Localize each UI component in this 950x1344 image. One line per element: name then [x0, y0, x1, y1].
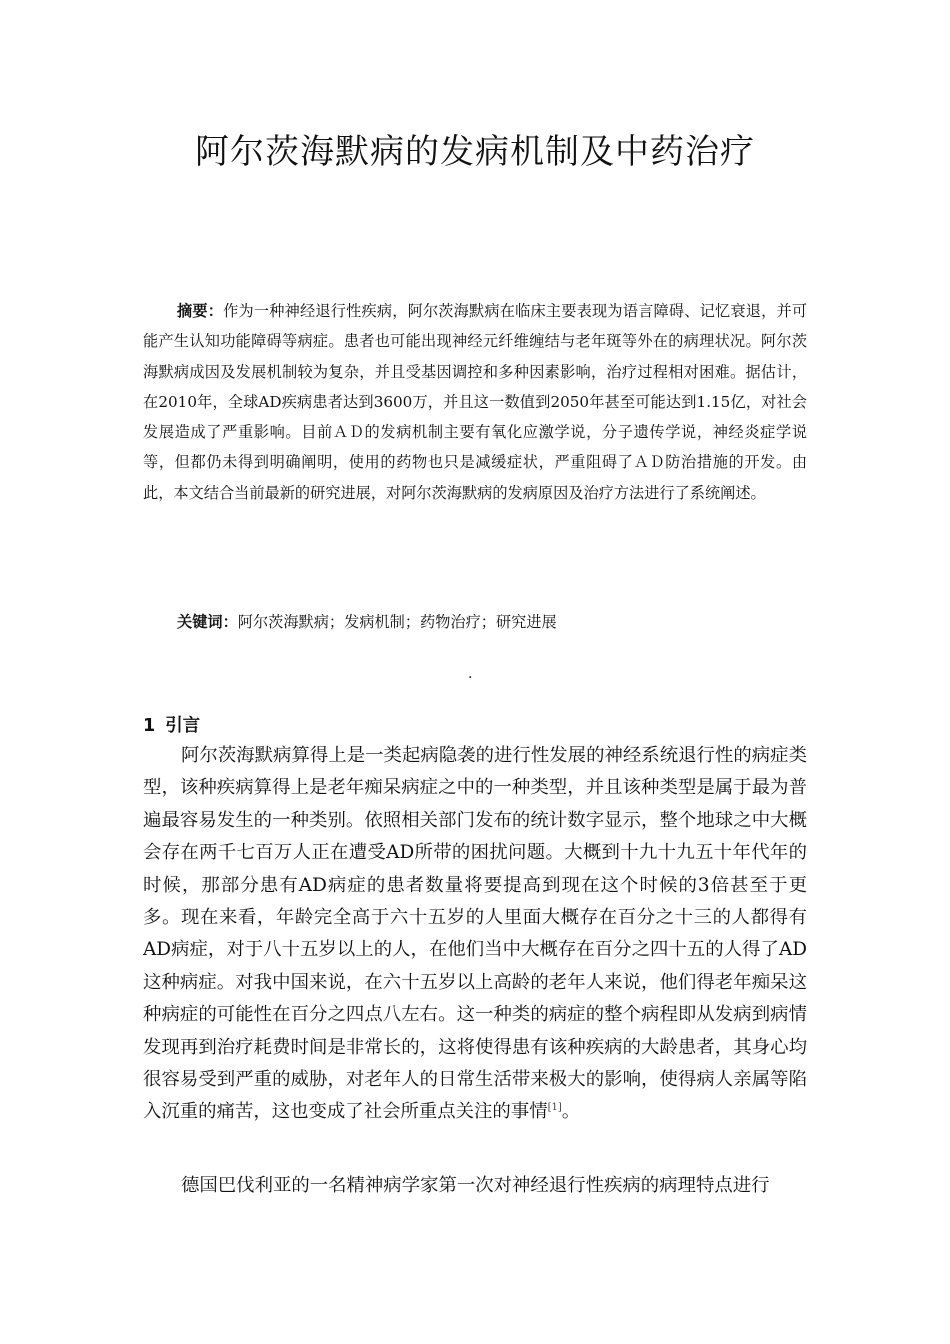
keywords-label: 关键词：: [177, 613, 238, 631]
keywords-line: [177, 607, 807, 637]
paragraph-text: 阿尔茨海默病算得上是一类起病隐袭的进行性发展的神经系统退行性的病症类型，该种疾病算得上是老年痴呆病症之中的一种类型，并且该种类型是属于最为普遍最容易发生的一种类别。依照相关部门发布的统计数字显示，整个地球之中大概会存在两千七百万人正在遭受AD所带的困扰问题。大概到十九十九五十年代年的时候，那部分患有AD病症的患者数量将要提高到现在这个时候的3倍甚至于更多。现在来看，年龄完全高于六十五岁的人里面大概存在百分之十三的人都得有AD病症，对于八十五岁以上的人，在他们当中大概存在百分之四十五的人得了AD这种病症。对我中国来说，在六十五岁以上高龄的老年人来说，他们得老年痴呆这种病症的可能性在百分之四点八左右。这一种类的病症的整个病程即从发病到病情发现再到治疗耗费时间是非常长的，这将使得患有该种疾病的大龄患者，其身心均很容易受到严重的威胁，对老年人的日常生活带来极大的影响，使得病人亲属等陷入沉重的痛苦，这也变成了社会所重点关注的事情: [143, 745, 807, 1123]
page-title: 阿尔茨海默病的发病机制及中药治疗: [195, 132, 755, 172]
abstract-text: 作为一种神经退行性疾病，阿尔茨海默病在临床主要表现为语言障碍、记忆衰退，并可能产生认知功能障碍等病症。患者也可能出现神经元纤维缠结与老年斑等外在的病理状况。阿尔茨海默病成因及发展机制较为复杂，并且受基因调控和多种因素影响，治疗过程相对困难。据估计，在2010年，全球AD疾病患者达到3600万，并且这一数值到2050年甚至可能达到1.15亿，对社会发展造成了严重影响。目前ＡＤ的发病机制主要有氧化应激学说，分子遗传学说，神经炎症学说等，但都仍未得到明确阐明，使用的药物也只是减缓症状，严重阻碍了ＡＤ防治措施的开发。由此，本文结合当前最新的研究进展，对阿尔茨海默病的发病原因及治疗方法进行了系统阐述。: [143, 302, 808, 502]
body-paragraph-2: [143, 1170, 807, 1202]
separator-dot: .: [468, 666, 473, 682]
citation-reference[interactable]: [1]: [547, 1102, 562, 1114]
abstract-label: 摘要：: [177, 302, 224, 320]
keywords-text: 阿尔茨海默病；发病机制；药物治疗；研究进展: [237, 613, 557, 631]
section-title: 引言: [165, 716, 201, 736]
section-number: 1: [143, 716, 156, 736]
paragraph-end: 。: [561, 1101, 581, 1123]
abstract-paragraph: [143, 296, 807, 508]
paragraph-text-2: 德国巴伐利亚的一名精神病学家第一次对神经退行性疾病的病理特点进行: [181, 1175, 770, 1196]
body-paragraph: [143, 740, 807, 1129]
section-heading: [143, 711, 200, 741]
